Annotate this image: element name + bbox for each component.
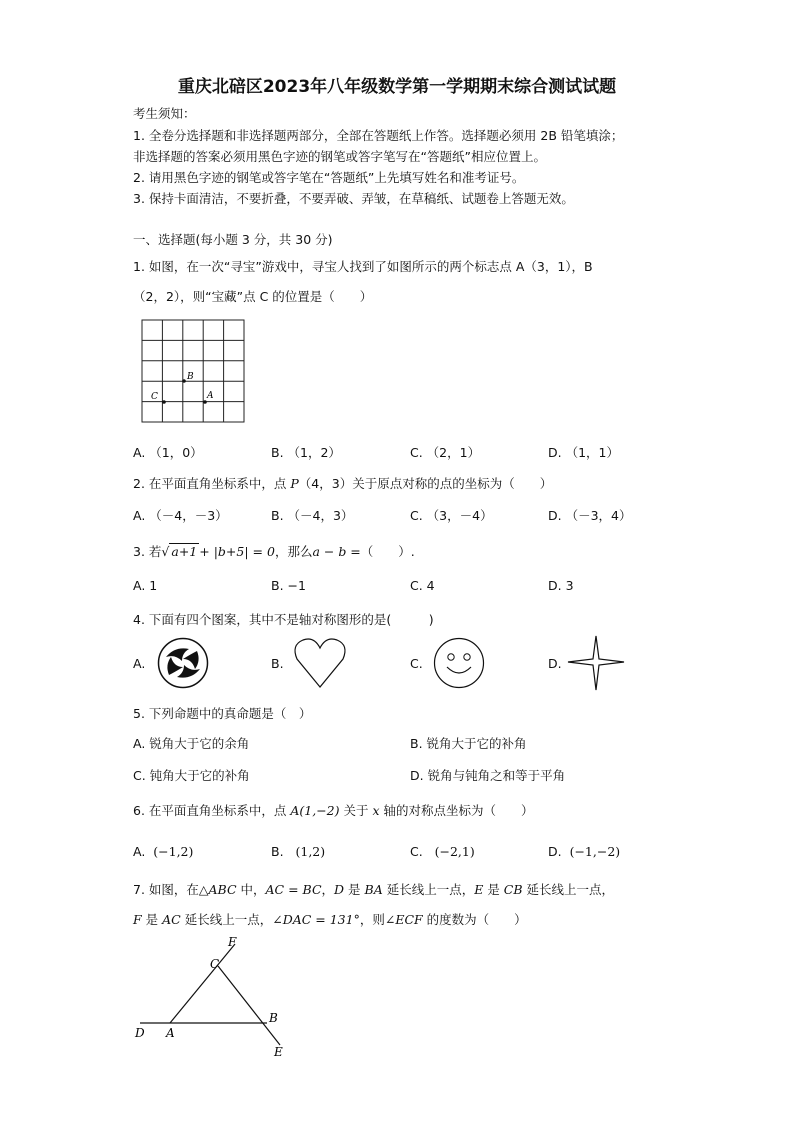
q4-logo-figure <box>157 637 209 689</box>
line-cb-extended <box>218 966 280 1045</box>
q4-option-c-label[interactable]: C. <box>410 656 423 671</box>
q3-option-b[interactable]: B. −1 <box>271 578 306 593</box>
section-heading: 一、选择题(每小题 3 分，共 30 分) <box>133 232 333 247</box>
q7-stem-line-1: 7. 如图，在△ABC 中，AC = BC，D 是 BA 延长线上一点，E 是 CB 延长线上一点， <box>133 882 615 897</box>
line-ac-extended <box>170 944 235 1023</box>
q1-option-b[interactable]: B. （1，2） <box>271 445 341 460</box>
q5-option-d[interactable]: D. 锐角与钝角之和等于平角 <box>410 768 566 783</box>
label-e: E <box>274 1045 283 1059</box>
q4-option-d-label[interactable]: D. <box>548 656 562 671</box>
q6-option-b[interactable]: B. (1,2) <box>271 844 326 859</box>
page-title: 重庆北碚区2023年八年级数学第一学期期末综合测试试题 <box>177 77 617 97</box>
q6-option-d[interactable]: D. (−1,−2) <box>548 844 621 859</box>
q2-option-d[interactable]: D. （－3，4） <box>548 508 632 523</box>
q4-smiley-figure <box>433 637 485 689</box>
q3-option-a[interactable]: A. 1 <box>133 578 158 593</box>
label-b: B <box>269 1011 278 1025</box>
q4-stem: 4. 下面有四个图案，其中不是轴对称图形的是( ) <box>133 612 434 627</box>
q1-stem-line-2: （2，2），则“宝藏”点 C 的位置是（ ） <box>133 289 373 304</box>
q6-stem: 6. 在平面直角坐标系中，点 A(1,−2) 关于 x 轴的对称点坐标为（ ） <box>133 803 534 818</box>
q7-stem-line-2: F 是 AC 延长线上一点，∠DAC = 131°，则∠ECF 的度数为（ ） <box>133 912 527 927</box>
q7-triangle-figure <box>130 932 300 1062</box>
label-a: A <box>166 1026 175 1040</box>
label-c: C <box>210 957 220 971</box>
notice-heading: 考生须知： <box>133 106 196 121</box>
q4-option-a-label[interactable]: A. <box>133 656 146 671</box>
q3-option-c[interactable]: C. 4 <box>410 578 435 593</box>
q1-stem-line-1: 1. 如图，在一次“寻宝”游戏中，寻宝人找到了如图所示的两个标志点 A（3，1），B <box>133 259 593 274</box>
q5-option-c[interactable]: C. 钝角大于它的补角 <box>133 768 250 783</box>
q4-star-figure <box>569 635 625 691</box>
q5-option-a[interactable]: A. 锐角大于它的余角 <box>133 736 250 751</box>
q4-option-b-label[interactable]: B. <box>271 656 284 671</box>
q2-option-a[interactable]: A. （－4，－3） <box>133 508 228 523</box>
point-c <box>162 400 166 404</box>
point-b <box>182 379 186 383</box>
label-a: A <box>207 391 214 401</box>
q4-heart-figure <box>293 637 347 689</box>
q1-option-d[interactable]: D. （1，1） <box>548 445 619 460</box>
q1-option-c[interactable]: C. （2，1） <box>410 445 481 460</box>
q2-option-b[interactable]: B. （－4，3） <box>271 508 354 523</box>
label-d: D <box>135 1026 145 1040</box>
notice-line-4: 3. 保持卡面清洁，不要折叠，不要弄破、弄皱，在草稿纸、试题卷上答题无效。 <box>133 191 574 206</box>
label-b: B <box>187 372 194 382</box>
q1-option-a[interactable]: A. （1，0） <box>133 445 203 460</box>
notice-line-2: 非选择题的答案必须用黑色字迹的钢笔或答字笔写在“答题纸”相应位置上。 <box>133 149 546 164</box>
q1-grid-figure <box>140 318 250 426</box>
q2-option-c[interactable]: C. （3，－4） <box>410 508 493 523</box>
q5-option-b[interactable]: B. 锐角大于它的补角 <box>410 736 527 751</box>
label-f: F <box>228 935 237 949</box>
q6-option-c[interactable]: C. (−2,1) <box>410 844 475 859</box>
q3-option-d[interactable]: D. 3 <box>548 578 574 593</box>
notice-line-3: 2. 请用黑色字迹的钢笔或答字笔在“答题纸”上先填写姓名和准考证号。 <box>133 170 525 185</box>
q3-stem: 3. 若√ a+1 + |b+5| = 0，那么a − b =（ ）. <box>133 544 415 559</box>
q2-stem: 2. 在平面直角坐标系中，点 P（4，3）关于原点对称的点的坐标为（ ） <box>133 476 553 491</box>
notice-line-1: 1. 全卷分选择题和非选择题两部分，全部在答题纸上作答。选择题必须用 2B 铅笔填涂； <box>133 128 624 143</box>
q5-stem: 5. 下列命题中的真命题是（ ） <box>133 706 312 721</box>
q6-option-a[interactable]: A. (−1,2) <box>133 844 194 859</box>
label-c: C <box>151 392 158 402</box>
